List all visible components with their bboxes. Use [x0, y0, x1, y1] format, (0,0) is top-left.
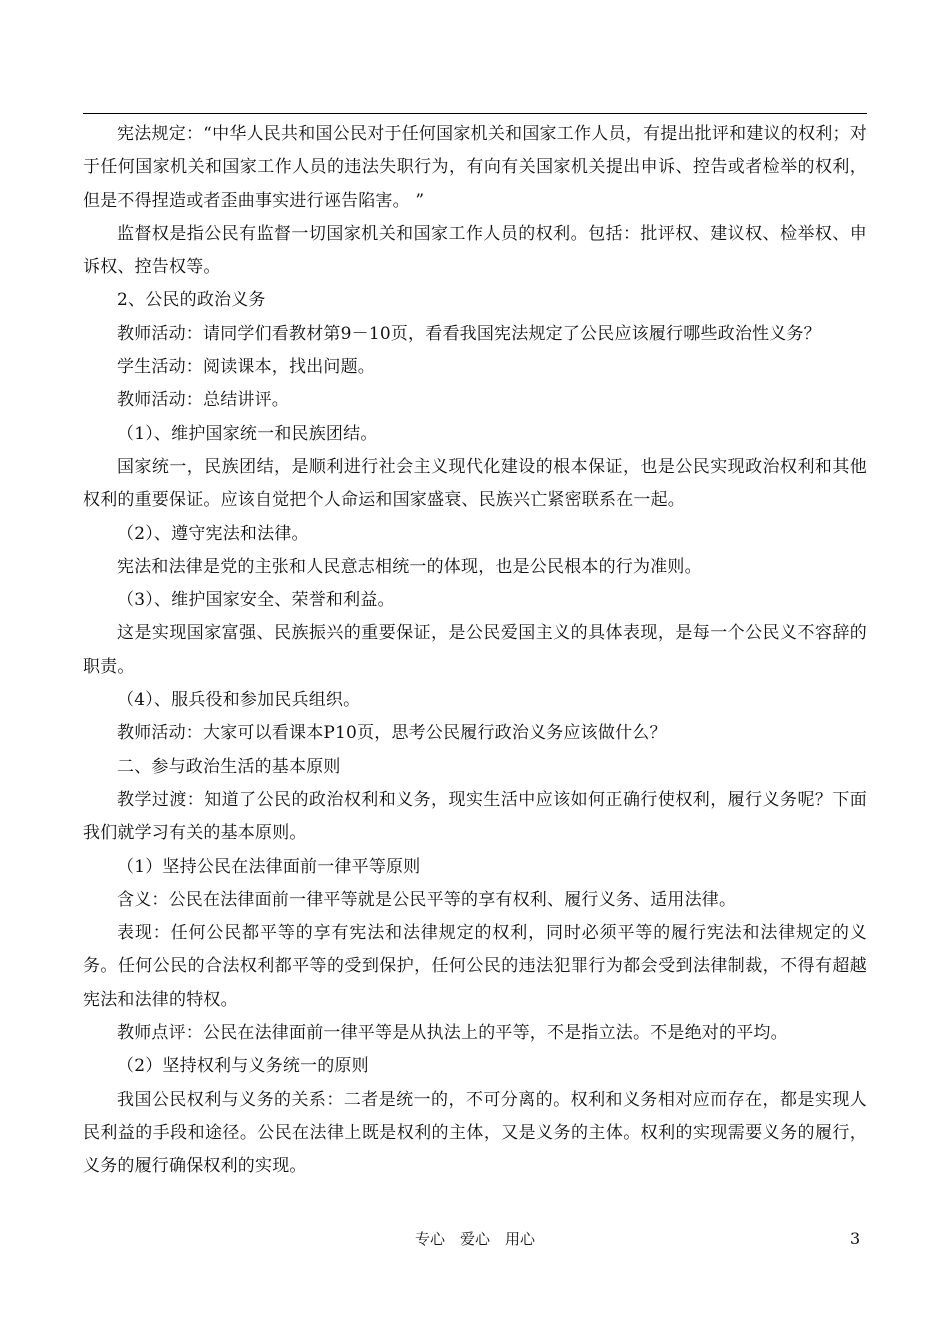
paragraph: 含义：公民在法律面前一律平等就是公民平等的享有权利、履行义务、适用法律。: [117, 889, 737, 910]
paragraph: 宪法规定：“中华人民共和国公民对于任何国家机关和国家工作人员，有提出批评和建议的权利；对于任何国家机关和国家工作人员的违法失职行为，有向有关国家机关提出申诉、控告或者检举的权利，但是不得捏造或者歪曲事实进行诬告陷害。 ”: [83, 124, 867, 211]
paragraph: 教师活动：请同学们看教材第9－10页，看看我国宪法规定了公民应该履行哪些政治性义务？: [117, 323, 821, 344]
paragraph: 学生活动：阅读课本，找出问题。: [117, 357, 375, 378]
paragraph: 教学过渡：知道了公民的政治权利和义务，现实生活中应该如何正确行使权利，履行义务呢？下面我们就学习有关的基本原则。: [83, 789, 867, 844]
paragraph: 教师点评：公民在法律面前一律平等是从执法上的平等，不是指立法。不是绝对的平均。: [117, 1023, 788, 1044]
paragraph: 这是实现国家富强、民族振兴的重要保证，是公民爱国主义的具体表现，是每一个公民义不容辞的职责。: [83, 623, 867, 677]
paragraph: 国家统一，民族团结，是顺利进行社会主义现代化建设的根本保证，也是公民实现政治权利和其他权利的重要保证。应该自觉把个人命运和国家盛衰、民族兴亡紧密联系在一起。: [83, 456, 867, 511]
section-heading: 2、公民的政治义务: [117, 290, 266, 311]
document-body: [83, 118, 867, 1184]
paragraph: 宪法和法律是党的主张和人民意志相统一的体现，也是公民根本的行为准则。: [117, 556, 702, 577]
list-item-heading: （2）、遵守宪法和法律。: [117, 523, 309, 544]
paragraph: 我国公民权利与义务的关系：二者是统一的，不可分离的。权利和义务相对应而存在，都是实现人民利益的手段和途径。公民在法律上既是权利的主体，又是义务的主体。权利的实现需要义务的履行，义务的履行确保权利的实现。: [83, 1089, 867, 1177]
paragraph: 监督权是指公民有监督一切国家机关和国家工作人员的权利。包括：批评权、建议权、检举权、申诉权、控告权等。: [83, 223, 867, 278]
header-rule: [83, 113, 867, 114]
footer-slogan: 专心 爱心 用心: [414, 1230, 535, 1248]
section-heading: 二、参与政治生活的基本原则: [117, 756, 341, 777]
paragraph: 教师活动：大家可以看课本P10页，思考公民履行政治义务应该做什么？: [117, 723, 667, 744]
list-item-heading: （2）坚持权利与义务统一的原则: [117, 1056, 369, 1077]
list-item-heading: （4）、服兵役和参加民兵组织。: [117, 690, 361, 711]
page-number: 3: [850, 1229, 861, 1248]
list-item-heading: （3）、维护国家安全、荣誉和利益。: [117, 590, 395, 611]
list-item-heading: （1）、维护国家统一和民族团结。: [117, 423, 378, 444]
paragraph: 教师活动：总结讲评。: [117, 390, 289, 411]
paragraph: 表现：任何公民都平等的享有宪法和法律规定的权利，同时必须平等的履行宪法和法律规定的义务。任何公民的合法权利都平等的受到保护，任何公民的违法犯罪行为都会受到法律制裁，不得有超越宪法和法律的特权。: [83, 923, 867, 1010]
list-item-heading: （1）坚持公民在法律面前一律平等原则: [117, 856, 421, 877]
